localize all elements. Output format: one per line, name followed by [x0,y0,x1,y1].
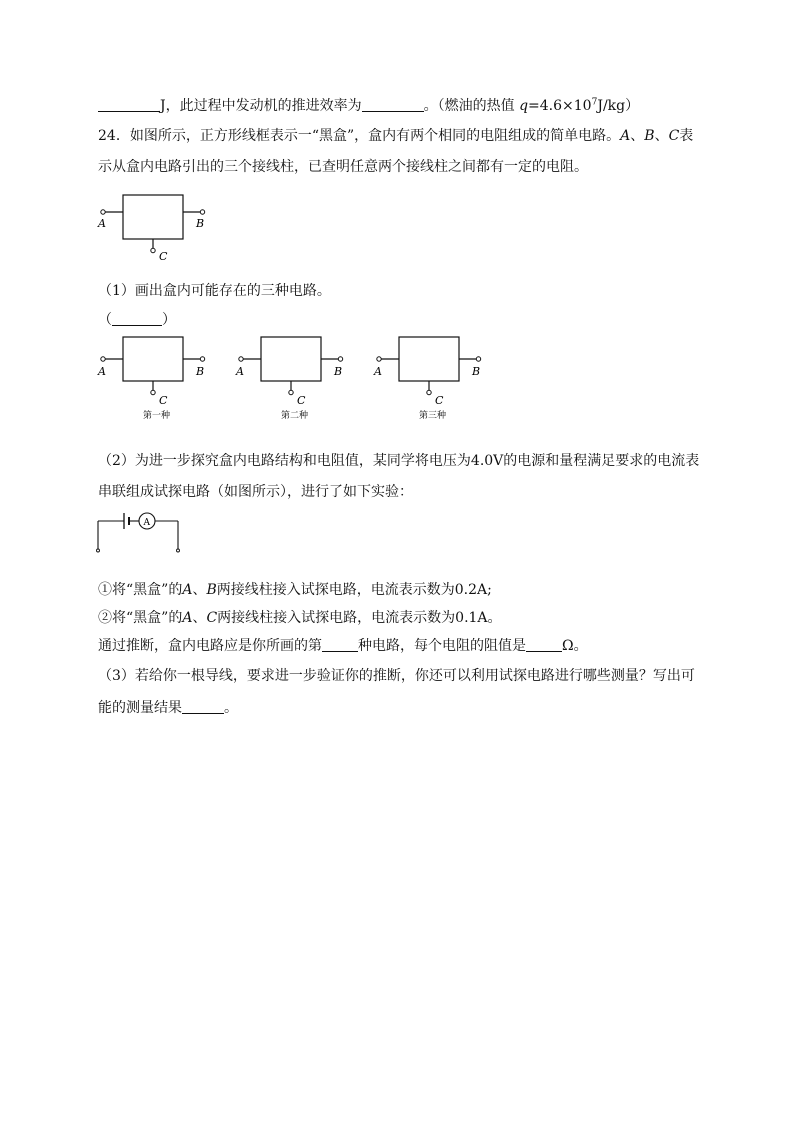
text: 两接线柱接入试探电路，电流表示数为0.2A; [216,582,492,598]
text: 两接线柱接入试探电路，电流表示数为0.1A。 [217,610,502,626]
ammeter-label: A [143,518,150,528]
answer-blank[interactable] [112,311,162,326]
answer-blank[interactable] [182,699,224,714]
terminal-a-label: A [620,128,631,144]
text: 、 [192,582,207,598]
text: J，此过程中发动机的推进效率为 [160,98,362,114]
text: 。 [224,700,238,716]
part2-line1 [98,452,699,470]
q24-line1 [98,127,693,145]
experiment-1 [98,581,492,599]
terminal-c-label: C [206,610,218,626]
part3-line2 [98,699,238,717]
text: 表 [679,128,694,144]
battery-symbol [98,513,139,529]
terminal-b-label: B [196,217,205,230]
terminal-a-label: A [98,365,106,378]
text: 种电路，每个电阻的阻值是 [358,638,526,654]
text: 、 [630,128,645,144]
inference-line [98,637,588,655]
answer-blank[interactable] [98,97,160,112]
terminal-a-label: A [98,217,106,230]
terminal-c-label: C [668,128,680,144]
terminal-b-label: B [196,365,205,378]
caption-second: 第二种 [281,411,309,421]
text: ②将“黑盒”的 [98,610,183,626]
text: 、 [192,610,207,626]
text: J/kg） [597,98,640,114]
terminal-b-label: B [334,365,343,378]
test-circuit-diagram [94,508,194,558]
ammeter-symbol [139,513,155,529]
experiment-2 [98,609,502,627]
terminal-b-label: B [644,128,655,144]
terminal-a-label: A [374,365,382,378]
probe-terminal-left [97,549,100,552]
terminal-b-label: B [206,582,217,598]
text: （3）若给你一根导线，要求进一步验证你的推断，你还可以利用试探电路进行哪些测量？写出可 [98,668,695,684]
terminal-c-label: C [297,394,306,407]
part2-line2 [98,483,413,501]
terminal-a-label: A [182,582,193,598]
answer-blank[interactable] [362,97,424,112]
terminal-c-label: C [435,394,444,407]
drawing-box-1 [96,334,216,424]
drawing-box-2 [234,334,354,424]
text: 串联组成试探电路（如图所示），进行了如下实验： [98,484,413,500]
terminal-c-label: C [159,394,168,407]
probe-terminal-right [177,549,180,552]
answer-blank[interactable] [526,637,562,652]
text: =4.6×10 [528,98,592,114]
text: 通过推断，盒内电路应是你所画的第 [98,638,322,654]
black-box [97,195,205,263]
text: （ [98,312,112,328]
exponent: 7 [591,97,598,108]
text: （1）画出盒内可能存在的三种电路。 [98,283,331,299]
part3-line1 [98,667,695,685]
caption-third: 第三种 [419,411,447,421]
terminal-a-label: A [236,365,244,378]
terminal-b-label: B [472,365,481,378]
caption-first: 第一种 [143,411,171,421]
q24-line2 [98,158,588,176]
terminal-c-label: C [159,250,168,263]
text: （2）为进一步探究盒内电路结构和电阻值，某同学将电压为4.0V的电源和量程满足要求的电流表 [98,453,700,469]
text: 、 [654,128,669,144]
part1-text [98,282,331,300]
symbol-q: q [519,98,529,114]
text: 。（燃油的热值 [423,98,520,114]
answer-blank[interactable] [322,637,358,652]
drawing-box-3 [372,334,492,424]
text: 能的测量结果 [98,700,182,716]
text: ①将“黑盒”的 [98,582,183,598]
black-box-diagram [96,190,216,270]
prev-question-line [98,97,639,115]
part1-answer [98,311,176,329]
text: Ω。 [562,638,588,654]
text: ） [162,312,176,328]
text: 24．如图所示，正方形线框表示一“黑盒”，盒内有两个相同的电阻组成的简单电路。 [98,128,621,144]
text: 示从盒内电路引出的三个接线柱，已查明任意两个接线柱之间都有一定的电阻。 [98,159,588,175]
terminal-a-label: A [182,610,193,626]
